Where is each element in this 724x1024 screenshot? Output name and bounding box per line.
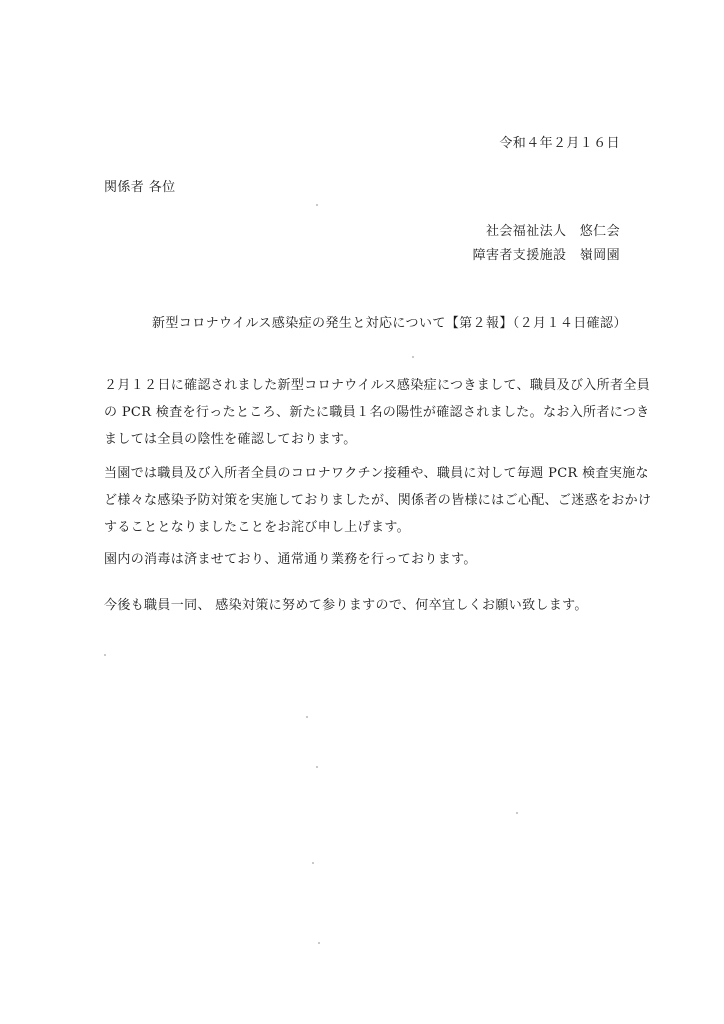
paragraph-line: の PCR 検査を行ったところ、新たに職員１名の陽性が確認されました。なお入所者につき xyxy=(104,405,650,420)
paragraph-line: 当園では職員及び入所者全員のコロナワクチン接種や、職員に対して毎週 PCR 検査実施な xyxy=(104,466,649,481)
scan-speck xyxy=(516,812,518,814)
document-date: 令和４年２月１６日 xyxy=(499,136,620,151)
paragraph-closing xyxy=(104,592,632,619)
paragraph-line: 今後も職員一同、 感染対策に努めて参りますので、何卒宜しくお願い致します。 xyxy=(104,598,588,613)
paragraph-line: 園内の消毒は済ませており、通常通り業務を行っております。 xyxy=(104,552,477,567)
paragraph-line: することとなりましたことをお詫び申し上げます。 xyxy=(104,520,411,535)
paragraph-disinfection xyxy=(104,546,632,573)
scan-speck xyxy=(412,356,414,358)
scan-speck xyxy=(316,204,318,206)
scan-speck xyxy=(104,654,106,656)
paragraph-line: ましては全員の陰性を確認しております。 xyxy=(104,432,357,447)
scan-speck xyxy=(318,942,320,944)
paragraph-test-results xyxy=(104,372,651,453)
paragraph-line: ２月１２日に確認されました新型コロナウイルス感染症につきまして、職員及び入所者全員 xyxy=(104,378,651,393)
scan-speck xyxy=(312,862,314,864)
addressee: 関係者 各位 xyxy=(104,180,176,195)
scan-speck xyxy=(316,766,318,768)
sender-facility: 障害者支援施設 嶺岡園 xyxy=(472,248,620,263)
paragraph-line: ど様々な感染予防対策を実施しておりましたが、関係者の皆様にはご心配、ご迷惑をおかけ xyxy=(104,493,652,508)
paragraph-apology xyxy=(104,460,652,541)
sender-organization: 社会福祉法人 悠仁会 xyxy=(485,224,620,239)
document-subject: 新型コロナウイルス感染症の発生と対応について【第２報】（２月１４日確認） xyxy=(152,316,627,331)
scan-speck xyxy=(306,716,308,718)
